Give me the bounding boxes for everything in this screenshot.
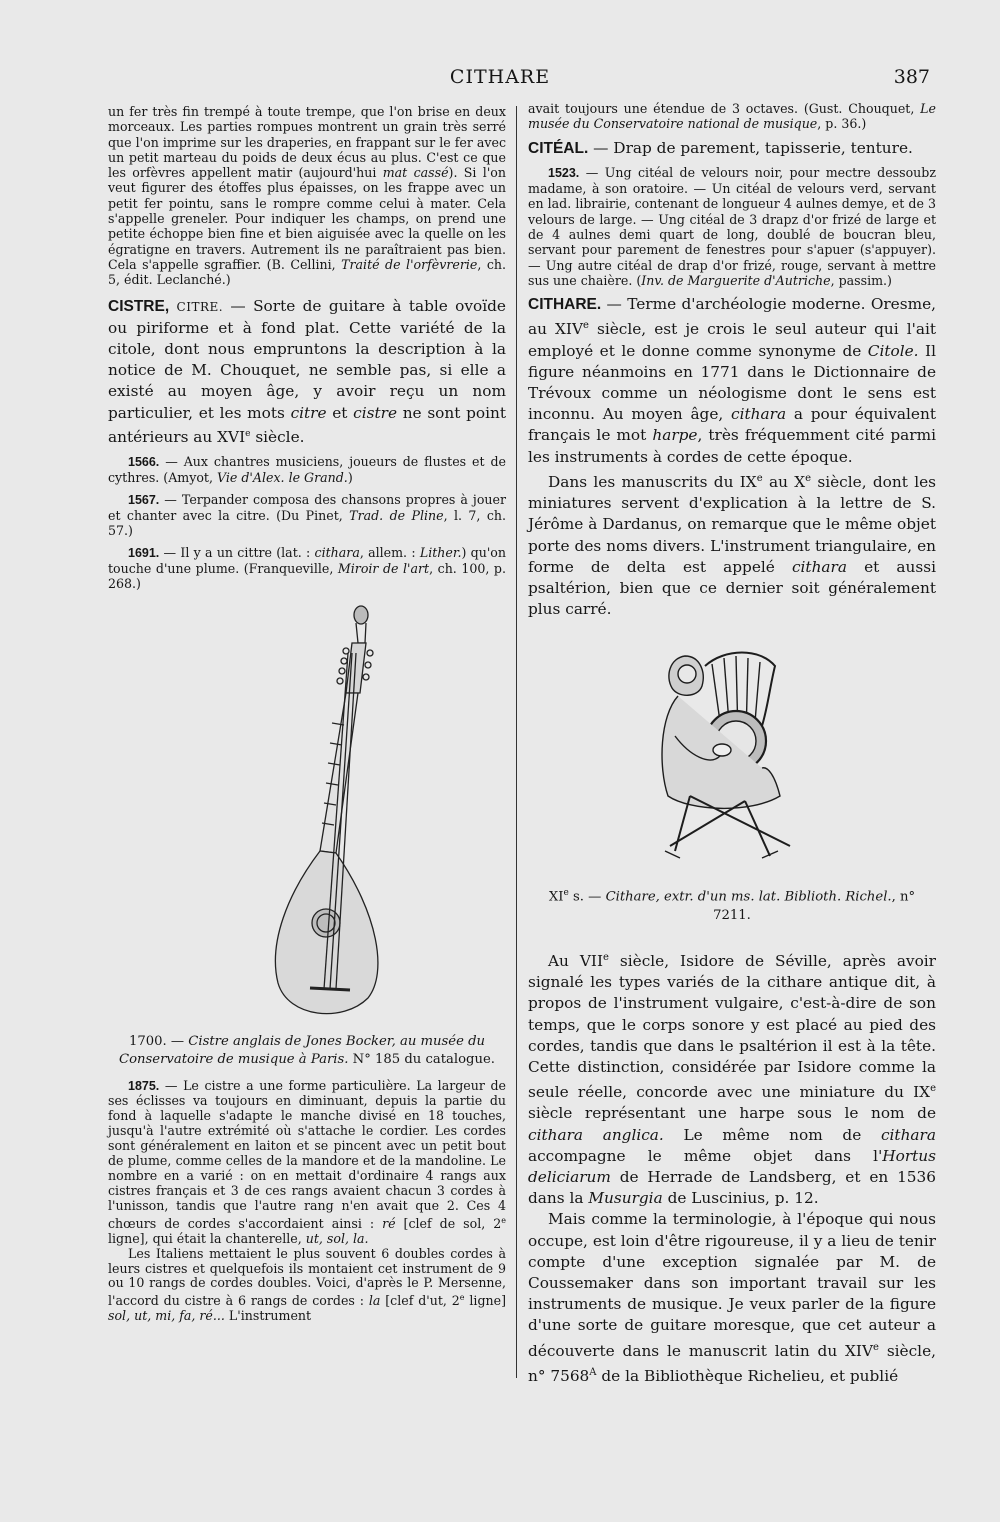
- entry-citeal: CITÉAL. — Drap de parement, tapisserie, tenture.: [528, 138, 913, 157]
- quote-1875: 1875. — Le cistre a une forme particulière. La largeur de ses éclisses va toujours en diminuant, depuis la partie du fond à laquelle s'adapte le manche divisé en 18 touches, jusqu'à l'autre extrémité où s'attache le cordier. Les cordes sont généralement en laiton et se pincent avec un petit bout de plume, comme celles de la mandore et de la mandoline. Le nombre en a varié : on en mettait d'ordinaire 4 rangs aux cistres français et 3 de ces rangs avaient chacun 3 cordes à l'unisson, tandis que l'autre rang n'en avait que 2. Ces 4 chœurs de cordes s'accordaient ainsi : ré [clef de sol, 2e ligne], qui était la chanterelle, ut, sol, la.: [108, 1078, 506, 1246]
- figure-caption-cithare: XIe s. — Cithare, extr. d'un ms. lat. Biblioth. Richel., n° 7211.: [548, 888, 916, 923]
- entry-cithare: CITHARE. — Terme d'archéologie moderne. Oresme, au XIVe siècle, est je crois le seul auteur qui l'ait employé et le donne comme synonyme de Citole. Il figure néanmoins en 1771 dans le Dictionnaire de Trévoux comme un néologisme dont le sens est inconnu. Au moyen âge, cithara a pour équivalent français le mot harpe, très fréquemment cité parmi les instruments à cordes de cette époque.: [528, 295, 936, 466]
- column-rule: [516, 106, 517, 1378]
- headword-cithare: CITHARE.: [528, 296, 602, 314]
- paragraph-continuation: avait toujours une étendue de 3 octaves. (Gust. Chouquet, Le musée du Conservatoire national de musique, p. 36.): [528, 101, 936, 132]
- headword-citeal: CITÉAL.: [528, 139, 589, 157]
- headword-cistre: CISTRE,: [108, 297, 170, 315]
- cithare-miniature-illustration: [650, 646, 810, 866]
- cistre-illustration: [248, 593, 408, 1033]
- running-title: CITHARE: [449, 66, 551, 88]
- page-number: 387: [893, 66, 930, 88]
- left-column: [108, 104, 506, 1324]
- figure-caption-cistre: 1700. — Cistre anglais de Jones Bocker, au musée du Conservatoire de musique à Paris. N° 185 du catalogue.: [118, 1034, 495, 1068]
- page-header: [0, 64, 1000, 94]
- quote-1691: 1691. — Il y a un cittre (lat. : cithara, allem. : Lither.) qu'on touche d'une plume. (Franqueville, Miroir de l'art, ch. 100, p. 268.): [108, 544, 507, 592]
- quote-1875-cont: Les Italiens mettaient le plus souvent 6 doubles cordes à leurs cistres et quelquefois ils montaient cet instrument de 9 ou 10 rangs de cordes doubles. Voici, d'après le P. Mersenne, l'accord du cistre à 6 rangs de cordes : la [clef d'ut, 2e ligne] sol, ut, mi, fa, ré... L'instrument: [108, 1245, 506, 1324]
- paragraph-terminologie: Mais comme la terminologie, à l'époque qui nous occupe, est loin d'être rigoureuse, il y a lieu de tenir compte d'une exception signalée par M. de Coussemaker dans son important travail sur les instruments de musique. Je veux parler de la figure d'une sorte de guitare moresque, que cet auteur a découverte dans le manuscrit latin du XIVe siècle, n° $7568^A$ de la Bibliothèque Richelieu, et publié: [528, 1210, 936, 1386]
- paragraph-manuscrits: Dans les manuscrits du IXe au Xe siècle, dont les miniatures servent d'explication à la lettre de S. Jérôme à Dardanus, on remarque que le même objet porte des noms divers. L'instrument triangulaire, en forme de delta est appelé cithara et aussi psaltérion, bien que ce dernier soit généralement plus carré.: [528, 472, 936, 619]
- paragraph-isidore: Au VIIe siècle, Isidore de Séville, après avoir signalé les types variés de la cithare antique dit, à propos de l'instrument vulgaire, c'est-à-dire de son temps, que le corps sonore y est placé au pied des cordes, tandis que dans le psaltérion il est à la tête. Cette distinction, considérée par Isidore comme la seule réelle, concorde avec une miniature du IXe siècle représentant une harpe sous le nom de cithara anglica. Le même nom de cithara accompagne le même objet dans l'Hortus deliciarum de Herrade de Landsberg, et en 1536 dans la Musurgia de Luscinius, p. 12.: [528, 951, 936, 1208]
- quote-1566: 1566. — Aux chantres musiciens, joueurs de flustes et de cythres. (Amyot, Vie d'Alex. le Grand.): [108, 454, 506, 486]
- right-column: [528, 101, 936, 1387]
- paragraph-cellini: un fer très fin trempé à toute trempe, que l'on brise en deux morceaux. Les parties rompues montrent un grain très serré que l'on imprime sur les draperies, en frappant sur le fer avec un petit marteau du poids de deux écus au plus. C'est ce que les orfèvres appellent matir (aujourd'hui mat cassé). Si l'on veut figurer des étoffes plus épaisses, on les frappe avec un petit fer pointu, sans le rompre comme celui à mater. Cela s'appelle greneler. Pour indiquer les champs, on prend une petite échoppe bien fine et bien aiguisée avec la quelle on les égratigne en travers. Autrement ils ne paraîtraient pas bien. Cela s'appelle sgraffier. (B. Cellini, Traité de l'orfèvrerie, ch. 5, édit. Leclanché.): [108, 104, 506, 288]
- quote-1523: 1523. — Ung citéal de velours noir, pour mectre dessoubz madame, à son oratoire. — Un citéal de velours verd, servant en lad. librairie, contenant de longueur 4 aulnes demye, et de 3 velours de large. — Ung citéal de 3 drapz d'or frizé de large et de 4 aulnes demi quart de long, doublé de boucran bleu, servant pour parement de fenestres pour s'apuer (s'appuyer). — Ung autre citéal de drap d'or frizé, rouge, servant à mettre sus une chaière. (Inv. de Marguerite d'Autriche, passim.): [528, 164, 936, 288]
- quote-1567: 1567. — Terpander composa des chansons propres à jouer et chanter avec la citre. (Du Pinet, Trad. de Pline, l. 7, ch. 57.): [108, 491, 506, 539]
- entry-cistre: CISTRE, CITRE. — Sorte de guitare à table ovoïde ou piriforme et à fond plat. Cette variété de la citole, dont nous empruntons la description à la notice de M. Chouquet, ne semble pas, si elle a existé au moyen âge, y avoir reçu un nom particulier, et les mots citre et cistre ne sont point antérieurs au XVIe siècle.: [108, 296, 506, 446]
